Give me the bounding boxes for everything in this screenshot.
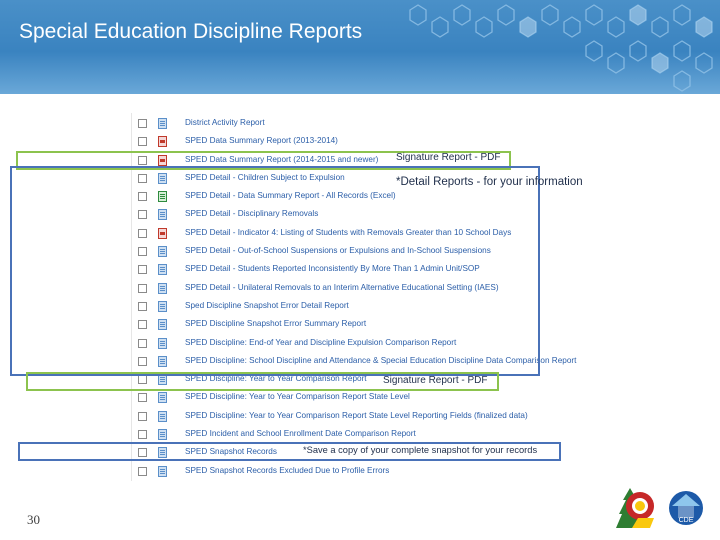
report-row xyxy=(131,408,591,426)
detail-reports-note: *Detail Reports - for your information xyxy=(396,176,583,188)
report-link[interactable]: SPED Detail - Students Reported Inconsistently By More Than 1 Admin Unit/SOP xyxy=(185,264,480,274)
report-row xyxy=(131,389,591,407)
hexagon-pattern-decoration xyxy=(390,0,720,94)
report-link[interactable]: District Activity Report xyxy=(185,118,265,127)
doc-icon xyxy=(158,466,167,477)
report-row xyxy=(131,133,591,151)
report-link[interactable]: SPED Incident and School Enrollment Date Comparison Report xyxy=(185,429,416,439)
report-link[interactable]: SPED Detail - Unilateral Removals to an Interim Alternative Educational Setting (IAES) xyxy=(185,282,499,292)
logo-group xyxy=(612,484,720,530)
report-link[interactable]: SPED Snapshot Records xyxy=(185,447,277,457)
report-checkbox[interactable] xyxy=(138,467,147,476)
report-link[interactable]: SPED Snapshot Records Excluded Due to Profile Errors xyxy=(185,465,390,475)
signature-report-note-1: Signature Report - PDF xyxy=(396,152,501,163)
slide-title: Special Education Discipline Reports xyxy=(19,20,363,43)
pdf-icon xyxy=(158,136,167,147)
report-link[interactable]: SPED Discipline: School Discipline and Attendance & Special Education Discipline Data Comparison Report xyxy=(185,355,577,365)
signature-report-note-2: Signature Report - PDF xyxy=(383,375,488,386)
report-link[interactable]: SPED Discipline: Year to Year Comparison Report State Level Reporting Fields (finalized data) xyxy=(185,410,528,420)
doc-icon xyxy=(158,392,167,403)
report-checkbox[interactable] xyxy=(138,393,147,402)
doc-icon xyxy=(158,411,167,422)
report-link[interactable]: SPED Detail - Disciplinary Removals xyxy=(185,209,319,219)
report-checkbox[interactable] xyxy=(138,119,147,128)
report-link[interactable]: SPED Detail - Children Subject to Expulsion xyxy=(185,172,345,182)
report-link[interactable]: SPED Detail - Out-of-School Suspensions or Expulsions and In-School Suspensions xyxy=(185,246,491,256)
report-checkbox[interactable] xyxy=(138,412,147,421)
report-row xyxy=(131,115,591,133)
report-link[interactable]: SPED Discipline Snapshot Error Summary Report xyxy=(185,319,367,329)
cde-logo-text: CDE xyxy=(678,517,694,524)
report-link[interactable]: SPED Detail - Data Summary Report - All Records (Excel) xyxy=(185,191,396,201)
report-link[interactable]: SPED Discipline: Year to Year Comparison Report State Level xyxy=(185,392,410,402)
page-number: 30 xyxy=(27,512,40,527)
detail-reports-highlight xyxy=(10,166,540,376)
slide-header xyxy=(0,0,720,94)
snapshot-copy-note: *Save a copy of your complete snapshot for your records xyxy=(303,445,538,455)
report-row xyxy=(131,463,591,481)
report-link[interactable]: SPED Discipline: End-of Year and Discipline Expulsion Comparison Report xyxy=(185,337,457,347)
report-checkbox[interactable] xyxy=(138,137,147,146)
report-link[interactable]: SPED Data Summary Report (2014-2015 and newer) xyxy=(185,154,379,164)
report-link[interactable]: SPED Discipline: Year to Year Comparison Report xyxy=(185,374,367,384)
cde-logo xyxy=(669,491,703,525)
doc-icon xyxy=(158,118,167,129)
colorado-state-logo xyxy=(616,488,654,528)
doc-icon xyxy=(158,429,167,440)
report-checkbox[interactable] xyxy=(138,430,147,439)
report-link[interactable]: SPED Data Summary Report (2013-2014) xyxy=(185,136,338,146)
report-link[interactable]: Sped Discipline Snapshot Error Detail Report xyxy=(185,300,349,310)
report-link[interactable]: SPED Detail - Indicator 4: Listing of Students with Removals Greater than 10 School Days xyxy=(185,227,512,237)
